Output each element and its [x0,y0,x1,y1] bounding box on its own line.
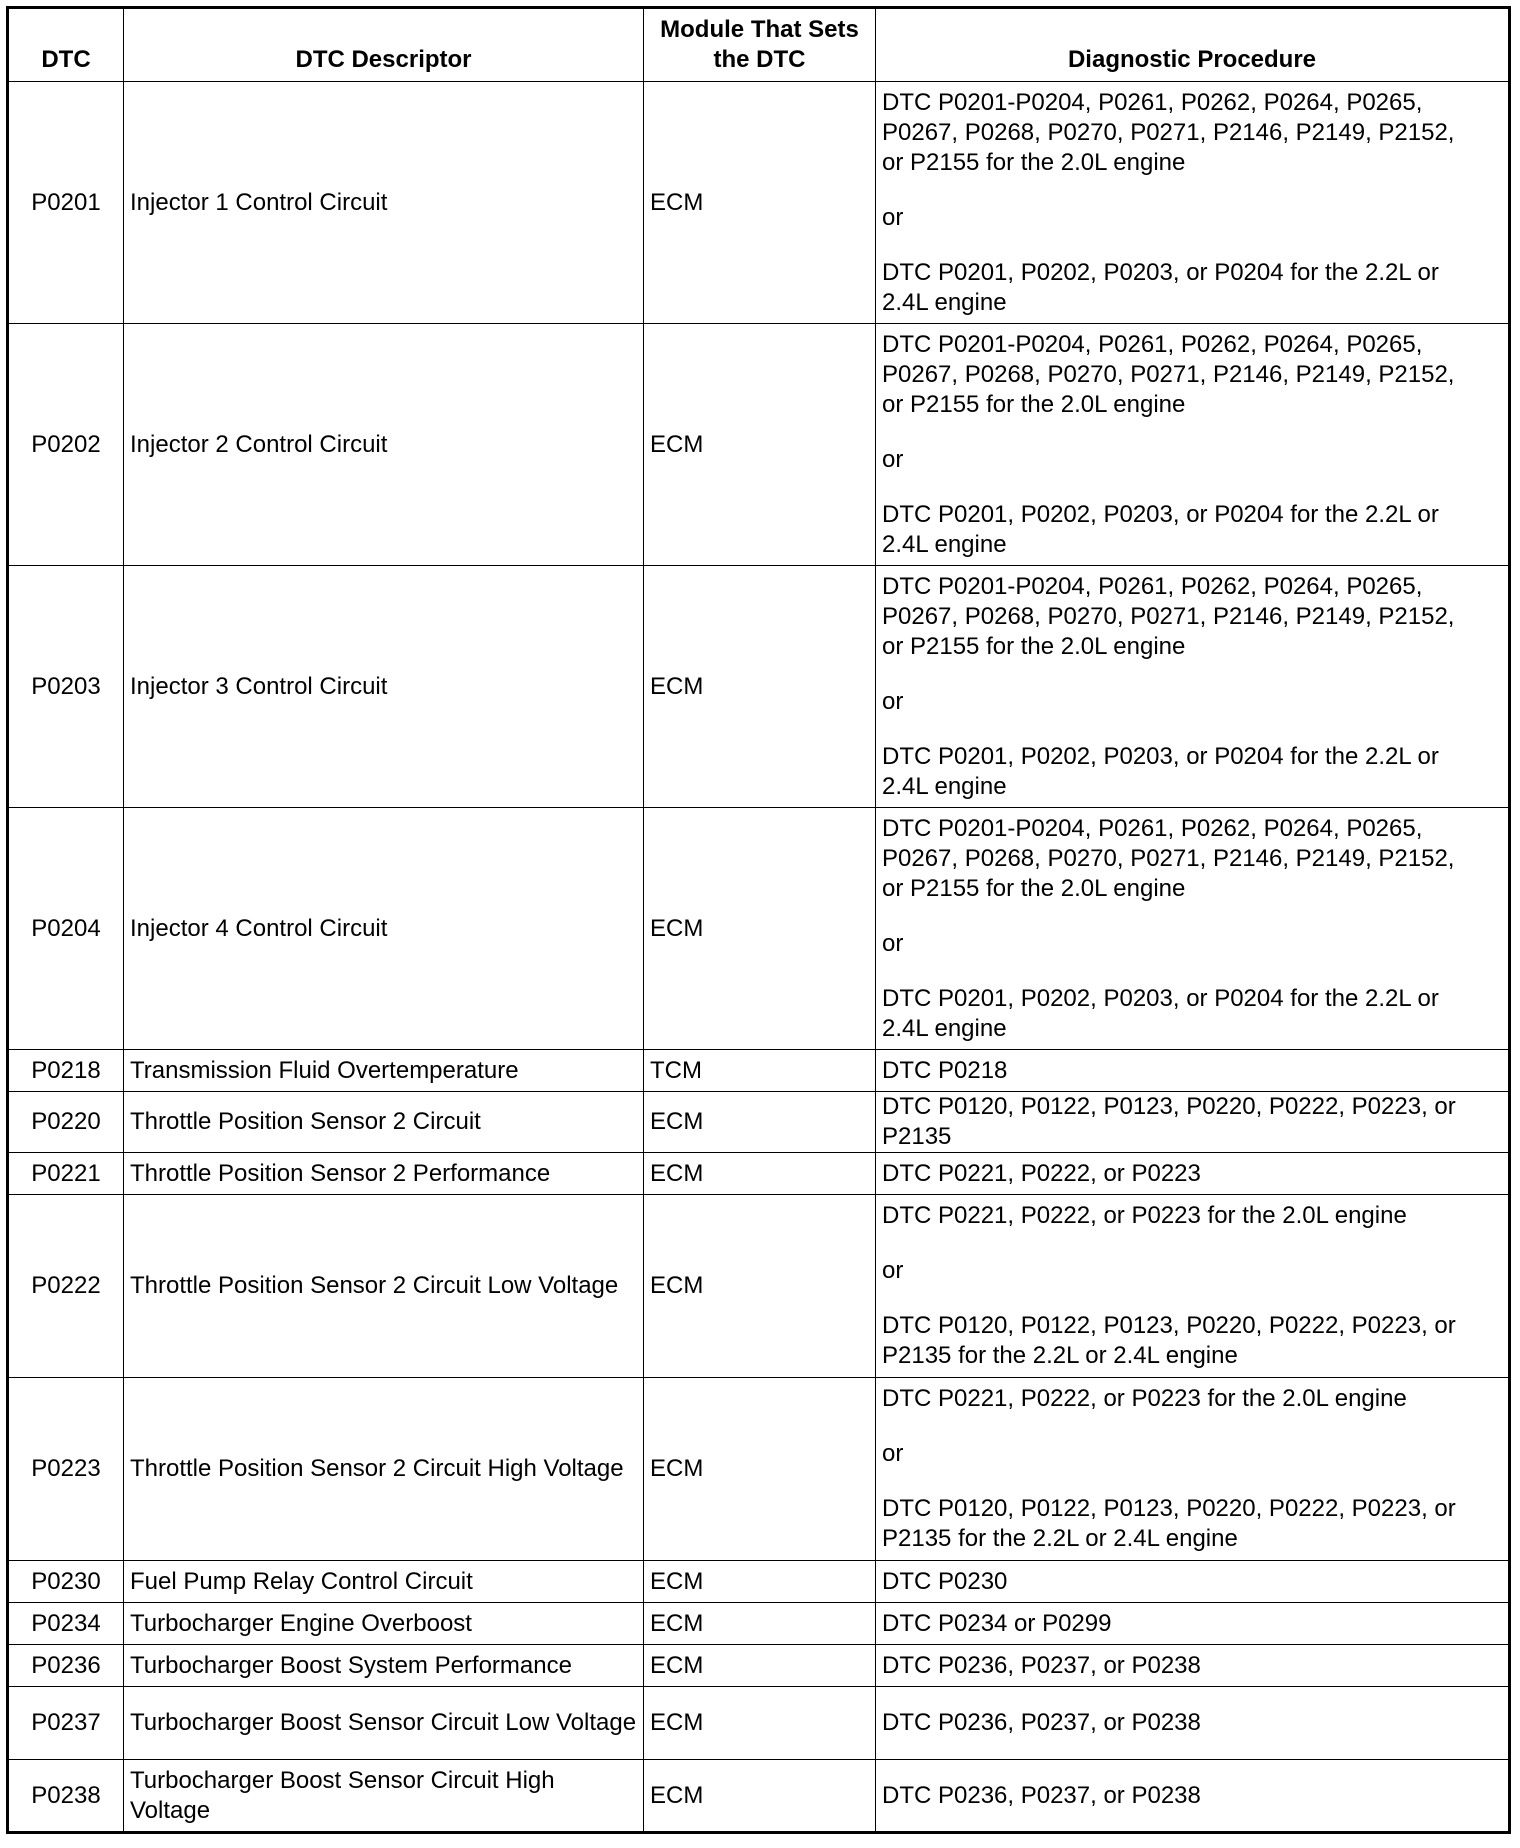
dtc-module: ECM [644,1760,876,1833]
diagnostic-procedure [876,1378,1510,1561]
dtc-descriptor: Throttle Position Sensor 2 Circuit [124,1092,644,1153]
dtc-code: P0234 [8,1603,124,1645]
table-row [8,1760,1510,1833]
dtc-module: ECM [644,1092,876,1153]
dtc-code: P0238 [8,1760,124,1833]
dtc-module: ECM [644,808,876,1050]
table-row [8,1378,1510,1561]
dtc-module: ECM [644,324,876,566]
dtc-code: P0222 [8,1195,124,1378]
header-row [8,8,1510,82]
header-procedure: Diagnostic Procedure [876,8,1510,82]
table-row [8,1195,1510,1378]
dtc-module: ECM [644,1378,876,1561]
dtc-code: P0230 [8,1561,124,1603]
procedure-line: DTC P0120, P0122, P0123, P0220, P0222, P0223, or [882,1093,1456,1120]
dtc-module: ECM [644,82,876,324]
procedure-line: P0267, P0268, P0270, P0271, P2146, P2149, P2152, [882,844,1455,872]
procedure-line: DTC P0236, P0237, or P0238 [882,1709,1201,1736]
dtc-descriptor: Throttle Position Sensor 2 Circuit Low Voltage [124,1195,644,1378]
dtc-code: P0236 [8,1645,124,1687]
diagnostic-procedure [876,1153,1510,1195]
dtc-descriptor: Turbocharger Boost Sensor Circuit High Voltage [124,1760,644,1833]
diagnostic-procedure [876,1760,1510,1833]
diagnostic-procedure [876,1687,1510,1760]
diagnostic-procedure [876,324,1510,566]
procedure-line: or P2155 for the 2.0L engine [882,390,1186,418]
dtc-descriptor: Injector 2 Control Circuit [124,324,644,566]
procedure-line: DTC P0201, P0202, P0203, or P0204 for the 2.2L or [882,742,1439,770]
procedure-line: or P2155 for the 2.0L engine [882,632,1186,660]
procedure-line: P0267, P0268, P0270, P0271, P2146, P2149, P2152, [882,602,1455,630]
dtc-descriptor: Injector 4 Control Circuit [124,808,644,1050]
dtc-descriptor: Injector 1 Control Circuit [124,82,644,324]
table-header [8,8,1510,82]
header-dtc: DTC [8,8,124,82]
procedure-line: 2.4L engine [882,1014,1007,1042]
dtc-descriptor: Injector 3 Control Circuit [124,566,644,808]
table-row [8,82,1510,324]
procedure-line: 2.4L engine [882,530,1007,558]
procedure-line: DTC P0221, P0222, or P0223 [882,1159,1201,1187]
dtc-module: ECM [644,1687,876,1760]
procedure-line: or P2155 for the 2.0L engine [882,148,1186,176]
dtc-descriptor: Throttle Position Sensor 2 Performance [124,1153,644,1195]
procedure-line: DTC P0120, P0122, P0123, P0220, P0222, P0223, or [882,1312,1456,1339]
dtc-code: P0223 [8,1378,124,1561]
diagnostic-procedure [876,1195,1510,1378]
dtc-code: P0203 [8,566,124,808]
dtc-module: ECM [644,1561,876,1603]
diagnostic-procedure [876,1561,1510,1603]
dtc-descriptor: Fuel Pump Relay Control Circuit [124,1561,644,1603]
diagnostic-procedure [876,808,1510,1050]
procedure-line: DTC P0234 or P0299 [882,1609,1112,1637]
procedure-line: or [882,687,904,715]
diagnostic-procedure [876,1092,1510,1153]
dtc-module: ECM [644,1195,876,1378]
procedure-line: DTC P0120, P0122, P0123, P0220, P0222, P0223, or [882,1495,1456,1522]
dtc-descriptor: Turbocharger Boost Sensor Circuit Low Voltage [124,1687,644,1760]
procedure-line: or [882,203,904,231]
procedure-line: DTC P0201, P0202, P0203, or P0204 for the 2.2L or [882,258,1439,286]
procedure-line: 2.4L engine [882,772,1007,800]
dtc-descriptor: Turbocharger Boost System Performance [124,1645,644,1687]
table-row [8,566,1510,808]
diagnostic-procedure [876,1050,1510,1092]
dtc-module: TCM [644,1050,876,1092]
dtc-code: P0218 [8,1050,124,1092]
procedure-line: DTC P0236, P0237, or P0238 [882,1781,1201,1809]
procedure-line: DTC P0201-P0204, P0261, P0262, P0264, P0265, [882,814,1423,842]
dtc-table [6,6,1511,1834]
table-row [8,1687,1510,1760]
dtc-code: P0237 [8,1687,124,1760]
diagnostic-procedure [876,566,1510,808]
procedure-line: P2135 [882,1123,952,1150]
diagnostic-procedure [876,82,1510,324]
procedure-line: DTC P0221, P0222, or P0223 for the 2.0L engine [882,1202,1407,1229]
dtc-descriptor: Turbocharger Engine Overboost [124,1603,644,1645]
header-descriptor: DTC Descriptor [124,8,644,82]
dtc-module: ECM [644,1153,876,1195]
dtc-descriptor: Transmission Fluid Overtemperature [124,1050,644,1092]
dtc-module: ECM [644,1645,876,1687]
procedure-line: DTC P0201-P0204, P0261, P0262, P0264, P0265, [882,88,1423,116]
table-row [8,324,1510,566]
dtc-descriptor: Throttle Position Sensor 2 Circuit High Voltage [124,1378,644,1561]
procedure-line: or P2155 for the 2.0L engine [882,874,1186,902]
table-row [8,1603,1510,1645]
procedure-line: DTC P0230 [882,1567,1008,1595]
diagnostic-procedure [876,1603,1510,1645]
procedure-line: DTC P0221, P0222, or P0223 for the 2.0L engine [882,1385,1407,1412]
dtc-code: P0204 [8,808,124,1050]
table-row [8,1050,1510,1092]
table-row [8,1153,1510,1195]
procedure-line: DTC P0218 [882,1056,1008,1084]
table-body [8,82,1510,1833]
table-row [8,1092,1510,1153]
dtc-code: P0201 [8,82,124,324]
dtc-code: P0221 [8,1153,124,1195]
procedure-line: or [882,929,904,957]
header-module: Module That Sets the DTC [644,8,876,82]
procedure-line: or [882,445,904,473]
procedure-line: DTC P0201, P0202, P0203, or P0204 for the 2.2L or [882,984,1439,1012]
procedure-line: DTC P0201, P0202, P0203, or P0204 for the 2.2L or [882,500,1439,528]
procedure-line: P0267, P0268, P0270, P0271, P2146, P2149, P2152, [882,118,1455,146]
procedure-line: DTC P0201-P0204, P0261, P0262, P0264, P0265, [882,330,1423,358]
procedure-line: DTC P0236, P0237, or P0238 [882,1651,1201,1679]
diagnostic-procedure [876,1645,1510,1687]
procedure-line: DTC P0201-P0204, P0261, P0262, P0264, P0265, [882,572,1423,600]
table-row [8,808,1510,1050]
dtc-code: P0220 [8,1092,124,1153]
procedure-line: P0267, P0268, P0270, P0271, P2146, P2149, P2152, [882,360,1455,388]
procedure-line: P2135 for the 2.2L or 2.4L engine [882,1525,1238,1552]
procedure-line: or [882,1440,904,1467]
dtc-code: P0202 [8,324,124,566]
table-row [8,1561,1510,1603]
procedure-line: P2135 for the 2.2L or 2.4L engine [882,1342,1238,1369]
table-row [8,1645,1510,1687]
dtc-module: ECM [644,1603,876,1645]
procedure-line: or [882,1257,904,1284]
procedure-line: 2.4L engine [882,288,1007,316]
dtc-module: ECM [644,566,876,808]
